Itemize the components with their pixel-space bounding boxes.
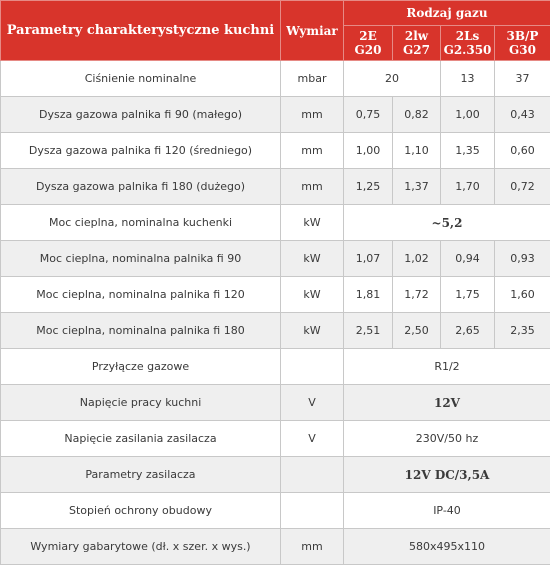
row-unit: mm <box>281 169 344 205</box>
row-value: 2,65 <box>441 313 495 349</box>
row-unit: mm <box>281 529 344 565</box>
row-label: Moc cieplna, nominalna palnika fi 120 <box>1 277 281 313</box>
gas-column-header: 2lw G27 <box>393 26 441 61</box>
table-row <box>1 61 550 97</box>
parameters-header: Parametry charakterystyczne kuchni <box>1 1 281 61</box>
row-value: 2,35 <box>495 313 550 349</box>
gas-type-header: Rodzaj gazu <box>344 1 550 26</box>
row-value: 1,37 <box>393 169 441 205</box>
row-label: Napięcie zasilania zasilacza <box>1 421 281 457</box>
row-value: 1,25 <box>344 169 393 205</box>
row-value: 1,35 <box>441 133 495 169</box>
row-unit: kW <box>281 313 344 349</box>
gas-column-header: 3B/P G30 <box>495 26 550 61</box>
table-row <box>1 277 550 313</box>
row-value: 20 <box>344 61 441 97</box>
row-unit <box>281 493 344 529</box>
table-row <box>1 457 550 493</box>
table-row <box>1 529 550 565</box>
row-value: 0,82 <box>393 97 441 133</box>
row-value: 1,72 <box>393 277 441 313</box>
row-label: Napięcie pracy kuchni <box>1 385 281 421</box>
row-value: 1,10 <box>393 133 441 169</box>
row-value: 12V DC/3,5A <box>344 457 550 493</box>
unit-header: Wymiar <box>281 1 344 61</box>
row-value: R1/2 <box>344 349 550 385</box>
row-value: 1,60 <box>495 277 550 313</box>
row-value: 0,75 <box>344 97 393 133</box>
gas-column-header: 2Ls G2.350 <box>441 26 495 61</box>
table-row <box>1 349 550 385</box>
row-value: 1,02 <box>393 241 441 277</box>
table-row <box>1 493 550 529</box>
row-label: Dysza gazowa palnika fi 90 (małego) <box>1 97 281 133</box>
row-unit: mbar <box>281 61 344 97</box>
table-row <box>1 133 550 169</box>
table-row <box>1 205 550 241</box>
header-row-1 <box>1 1 550 26</box>
row-label: Przyłącze gazowe <box>1 349 281 385</box>
row-label: Parametry zasilacza <box>1 457 281 493</box>
row-value: 1,81 <box>344 277 393 313</box>
row-value: ~5,2 <box>344 205 550 241</box>
row-label: Dysza gazowa palnika fi 120 (średniego) <box>1 133 281 169</box>
row-label: Ciśnienie nominalne <box>1 61 281 97</box>
row-value: 0,72 <box>495 169 550 205</box>
row-value: 37 <box>495 61 550 97</box>
row-unit <box>281 349 344 385</box>
row-label: Stopień ochrony obudowy <box>1 493 281 529</box>
table-row <box>1 97 550 133</box>
row-label: Moc cieplna, nominalna kuchenki <box>1 205 281 241</box>
row-value: 1,70 <box>441 169 495 205</box>
row-label: Wymiary gabarytowe (dł. x szer. x wys.) <box>1 529 281 565</box>
row-value: 0,43 <box>495 97 550 133</box>
row-label: Moc cieplna, nominalna palnika fi 180 <box>1 313 281 349</box>
row-value: 230V/50 hz <box>344 421 550 457</box>
gas-column-header: 2E G20 <box>344 26 393 61</box>
row-unit: V <box>281 385 344 421</box>
table-row <box>1 421 550 457</box>
row-unit: V <box>281 421 344 457</box>
row-value: 1,00 <box>344 133 393 169</box>
row-value: 580x495x110 <box>344 529 550 565</box>
row-unit: kW <box>281 205 344 241</box>
row-value: 12V <box>344 385 550 421</box>
row-label: Dysza gazowa palnika fi 180 (dużego) <box>1 169 281 205</box>
row-value: 13 <box>441 61 495 97</box>
row-value: IP-40 <box>344 493 550 529</box>
row-unit <box>281 457 344 493</box>
row-value: 0,60 <box>495 133 550 169</box>
row-value: 2,50 <box>393 313 441 349</box>
table-row <box>1 313 550 349</box>
table-row <box>1 385 550 421</box>
row-unit: kW <box>281 277 344 313</box>
table-row <box>1 169 550 205</box>
row-value: 2,51 <box>344 313 393 349</box>
row-value: 0,93 <box>495 241 550 277</box>
row-value: 0,94 <box>441 241 495 277</box>
row-unit: mm <box>281 133 344 169</box>
row-value: 1,07 <box>344 241 393 277</box>
row-value: 1,00 <box>441 97 495 133</box>
table-row <box>1 241 550 277</box>
row-unit: mm <box>281 97 344 133</box>
row-label: Moc cieplna, nominalna palnika fi 90 <box>1 241 281 277</box>
row-unit: kW <box>281 241 344 277</box>
row-value: 1,75 <box>441 277 495 313</box>
